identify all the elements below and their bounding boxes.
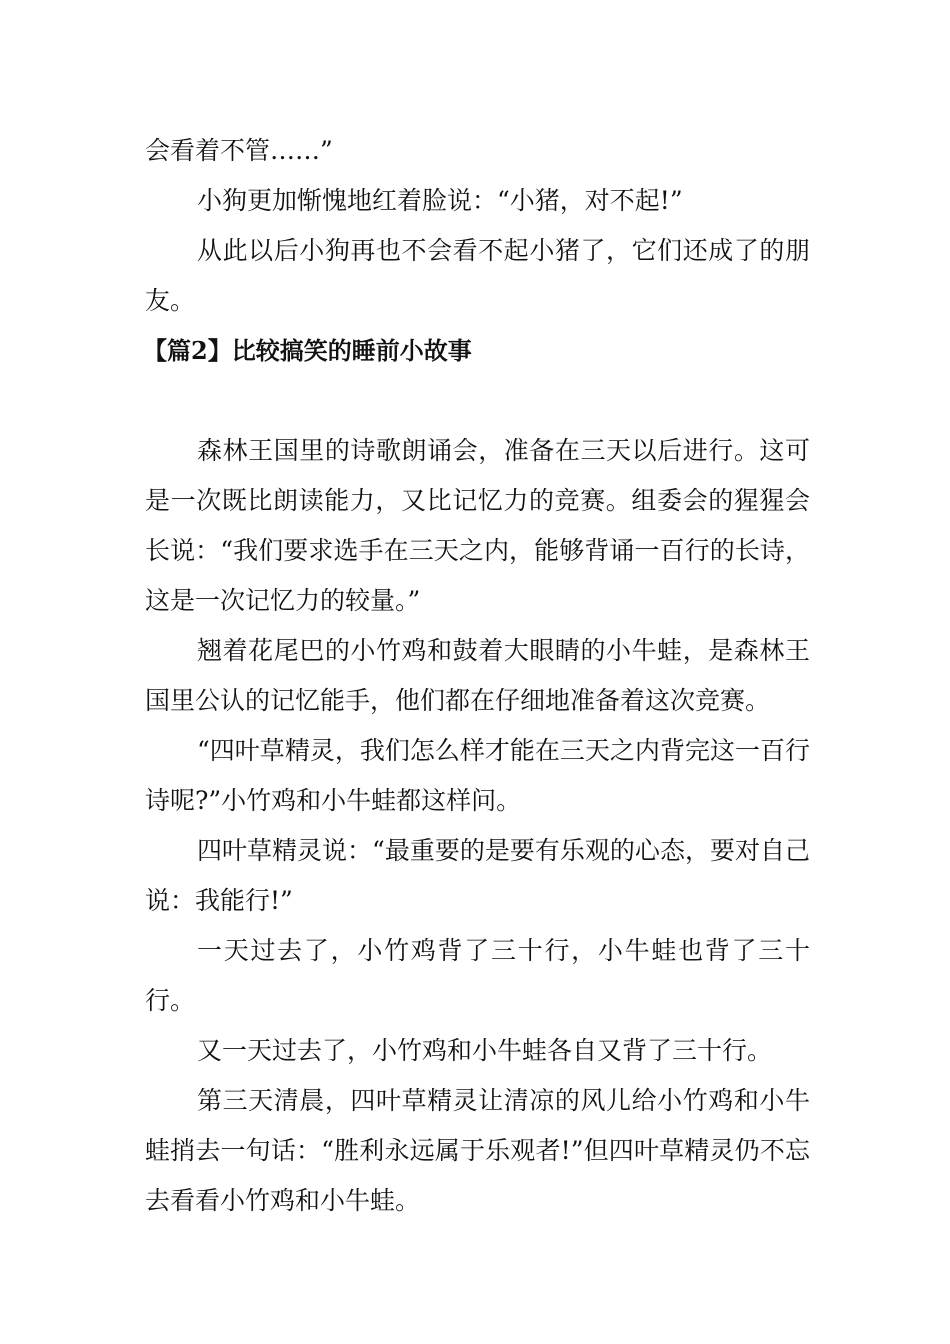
paragraph: 又一天过去了，小竹鸡和小牛蛙各自又背了三十行。 bbox=[197, 1036, 773, 1065]
paragraph-apology: 小狗更加惭愧地红着脸说：“小猪，对不起!” bbox=[197, 186, 683, 215]
paragraph: 第三天清晨，四叶草精灵让清凉的风儿给小竹鸡和小牛蛙捎去一句话：“胜利永远属于乐观者!”但四叶草精灵仍不忘去看看小竹鸡和小牛蛙。 bbox=[145, 1086, 810, 1215]
paragraph: 一天过去了，小竹鸡背了三十行，小牛蛙也背了三十行。 bbox=[145, 936, 810, 1015]
paragraph-continued: 会看着不管……” bbox=[145, 136, 333, 165]
paragraph-friends: 从此以后小狗再也不会看不起小猪了，它们还成了的朋友。 bbox=[145, 236, 810, 315]
blank-line bbox=[145, 376, 810, 426]
paragraph: 森林王国里的诗歌朗诵会，准备在三天以后进行。这可是一次既比朗读能力，又比记忆力的竞赛。组委会的猩猩会长说：“我们要求选手在三天之内，能够背诵一百行的长诗，这是一次记忆力的较量。” bbox=[145, 436, 810, 615]
document-page bbox=[145, 126, 810, 1226]
paragraph: 翘着花尾巴的小竹鸡和鼓着大眼睛的小牛蛙，是森林王国里公认的记忆能手，他们都在仔细地准备着这次竞赛。 bbox=[145, 636, 810, 715]
section-heading: 【篇2】比较搞笑的睡前小故事 bbox=[143, 336, 472, 365]
paragraph: 四叶草精灵说：“最重要的是要有乐观的心态，要对自己说：我能行!” bbox=[145, 836, 810, 915]
paragraph: “四叶草精灵，我们怎么样才能在三天之内背完这一百行诗呢?”小竹鸡和小牛蛙都这样问。 bbox=[145, 736, 810, 815]
